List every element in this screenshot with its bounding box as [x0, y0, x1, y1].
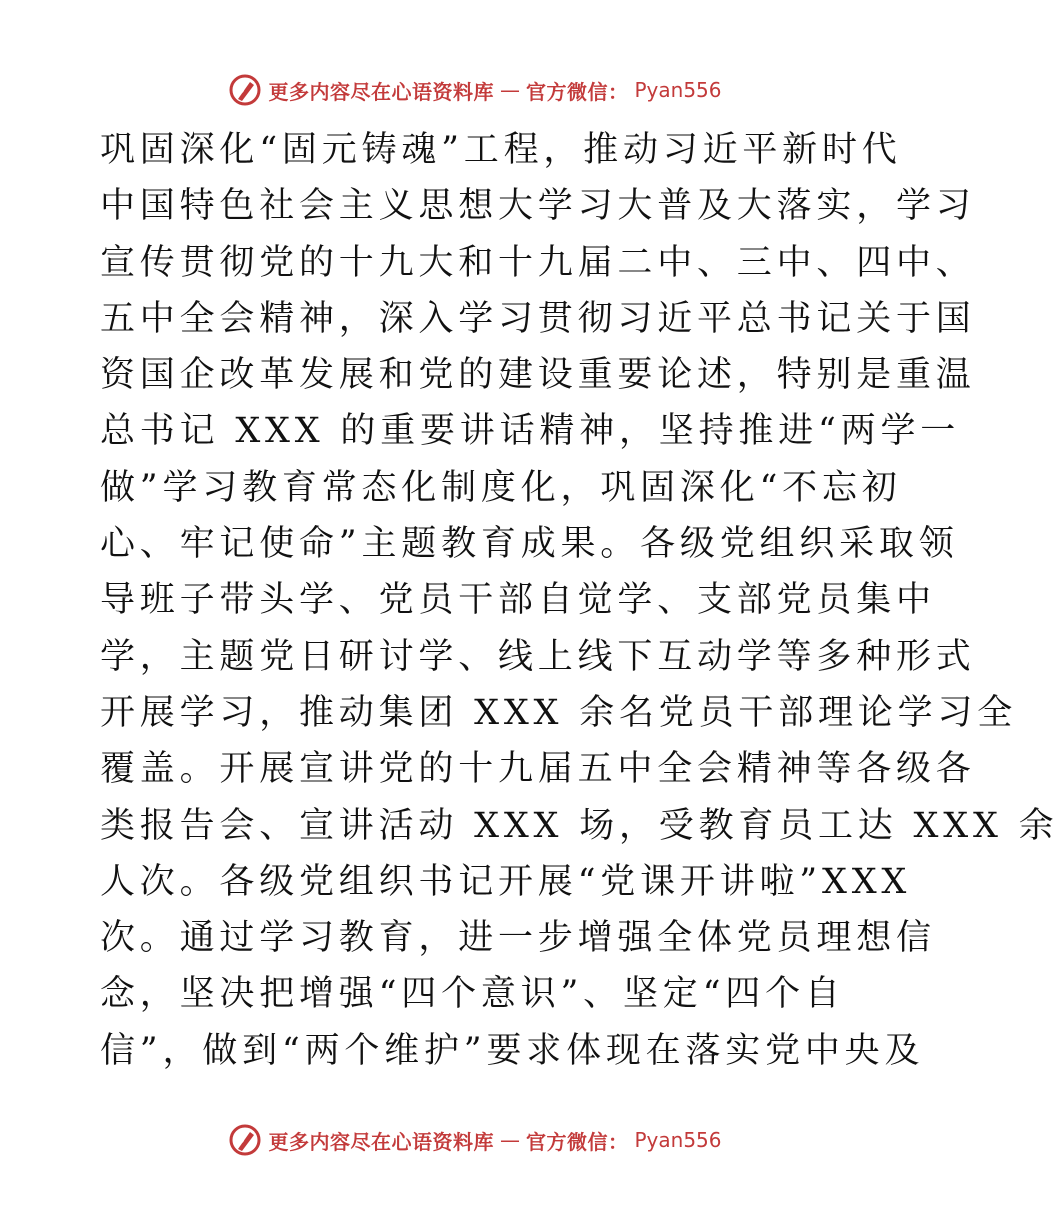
- header-watermark: [0, 70, 950, 110]
- text-line: 巩固深化“固元铸魂”工程，推动习近平新时代: [100, 130, 902, 170]
- text-line: 类报告会、宣讲活动 XXX 场，受教育员工达 XXX 余: [100, 805, 1058, 846]
- watermark-separator: —: [499, 78, 520, 102]
- document-body: [100, 122, 1058, 1079]
- text-line: 学，主题党日研讨学、线上线下互动学等多种形式: [100, 636, 976, 677]
- text-line: 次。通过学习教育，进一步增强全体党员理想信: [100, 918, 936, 959]
- text-line: 覆盖。开展宣讲党的十九届五中全会精神等各级各: [100, 749, 976, 790]
- watermark-label: 官方微信：: [525, 79, 629, 104]
- text-line: 人次。各级党组织书记开展“党课开讲啦”XXX: [100, 861, 912, 902]
- pen-logo-icon: [228, 73, 262, 107]
- watermark-id: Pyan556: [634, 78, 722, 102]
- watermark-text: 更多内容尽在心语资料库: [268, 1129, 494, 1154]
- text-line: 导班子带头学、党员干部自觉学、支部党员集中: [100, 580, 936, 621]
- text-line: 做”学习教育常态化制度化，巩固深化“不忘初: [100, 467, 902, 508]
- text-line: 念，坚决把增强“四个意识”、坚定“四个自: [100, 974, 845, 1015]
- pen-logo-icon: [228, 1123, 262, 1157]
- text-line: 总书记 XXX 的重要讲话精神，坚持推进“两学一: [100, 411, 961, 452]
- watermark-text: 更多内容尽在心语资料库: [268, 79, 494, 104]
- watermark-label: 官方微信：: [525, 1129, 629, 1154]
- text-line: 资国企改革发展和党的建设重要论述，特别是重温: [100, 355, 976, 396]
- watermark-separator: —: [499, 1128, 520, 1152]
- text-line: 五中全会精神，深入学习贯彻习近平总书记关于国: [100, 298, 976, 339]
- text-line: 中国特色社会主义思想大学习大普及大落实，学习: [100, 186, 976, 227]
- text-line: 心、牢记使命”主题教育成果。各级党组织采取领: [100, 524, 959, 565]
- text-line: 开展学习，推动集团 XXX 余名党员干部理论学习全: [100, 692, 1018, 733]
- text-line: 宣传贯彻党的十九大和十九届二中、三中、四中、: [100, 242, 976, 283]
- text-line: 信”，做到“两个维护”要求体现在落实党中央及: [100, 1030, 925, 1071]
- watermark-id: Pyan556: [634, 1128, 722, 1152]
- footer-watermark: [0, 1120, 950, 1160]
